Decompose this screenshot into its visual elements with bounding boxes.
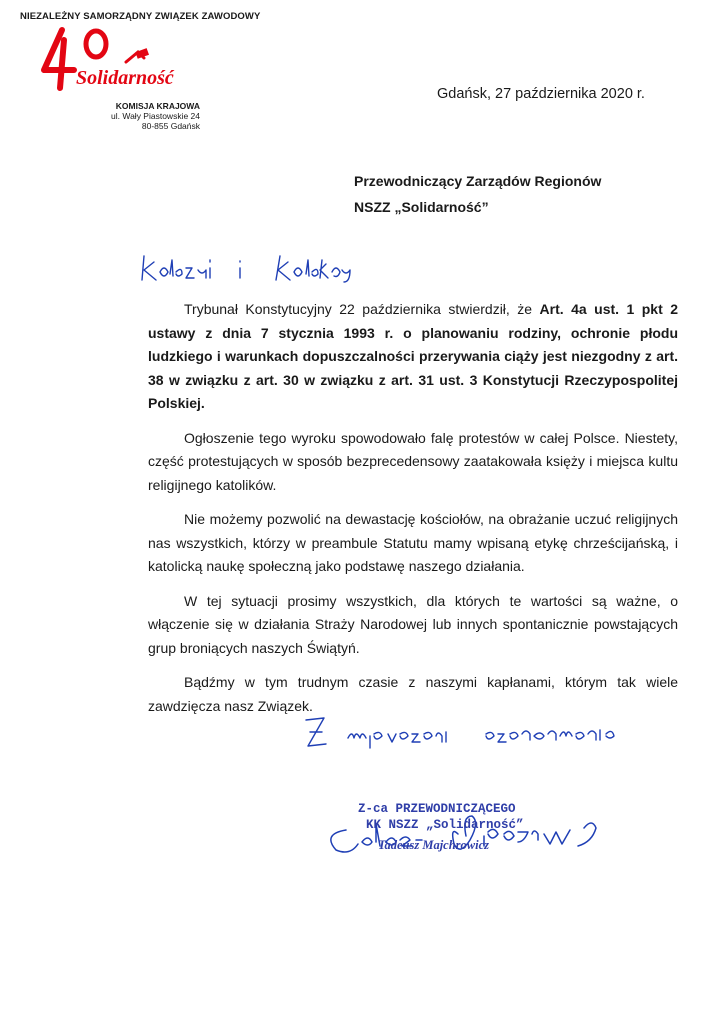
sender-address	[60, 101, 200, 131]
handwritten-closing	[300, 712, 650, 758]
letter-body	[148, 298, 678, 729]
street-address: ul. Wały Piastowskie 24	[111, 111, 200, 121]
recipient-line-2: NSZZ „Solidarność”	[354, 199, 489, 215]
paragraph-1	[148, 298, 678, 416]
paragraph-4: W tej sytuacji prosimy wszystkich, dla których te wartości są ważne, o włączenie się w działania Straży Narodowej lub innych spontanicznie powstających grup broniących naszych Świątyń.	[148, 592, 678, 656]
solidarnosc-logo	[40, 26, 200, 102]
postal-address: 80-855 Gdańsk	[141, 121, 200, 131]
signature-stamp	[318, 802, 618, 870]
paragraph-2: Ogłoszenie tego wyroku spowodowało falę protestów w całej Polsce. Niestety, część protestujących w sposób bezprecedensowy zaatakowała księży i miejsca kultu religijnego katolików.	[148, 429, 678, 493]
stamp-organization: KK NSZZ „Solidarność”	[366, 818, 524, 832]
org-name: NIEZALEŻNY SAMORZĄDNY ZWIĄZEK ZAWODOWY	[20, 11, 261, 22]
letter-date: Gdańsk, 27 października 2020 r.	[437, 86, 645, 102]
stamp-title: Z-ca PRZEWODNICZĄCEGO	[358, 802, 516, 816]
stamp-name: Tadeusz Majchrowicz	[378, 838, 490, 852]
paragraph-1-intro: Trybunał Konstytucyjny 22 października stwierdził, że	[184, 301, 540, 317]
paragraph-5: Bądźmy w tym trudnym czasie z naszymi kapłanami, którym tak wiele zawdzięcza nasz Związek.	[148, 674, 678, 714]
paragraph-3: Nie możemy pozwolić na dewastację kościołów, na obrażanie uczuć religijnych nas wszystkich, którzy w preambule Statutu mamy wpisaną etykę chrześcijańską, i katolicką naukę społeczną jako podstawę naszego działania.	[148, 511, 678, 574]
commission-name: KOMISJA KRAJOWA	[115, 101, 200, 111]
recipient	[354, 168, 601, 220]
paragraph-1-law-citation: Art. 4a ust. 1 pkt 2 ustawy z dnia 7 stycznia 1993 r. o planowaniu rodziny, ochronie płodu ludzkiego i warunkach dopuszczalności przerywania ciąży jest niezgodny z art. 38 w związku z art. 30 w związku z art. 31 ust. 3 Konstytucji Rzeczypospolitej Polskiej.	[148, 301, 679, 411]
handwritten-greeting	[140, 250, 390, 286]
logo-wordmark: Solidarność	[76, 67, 174, 89]
recipient-line-1: Przewodniczący Zarządów Regionów	[354, 173, 602, 189]
